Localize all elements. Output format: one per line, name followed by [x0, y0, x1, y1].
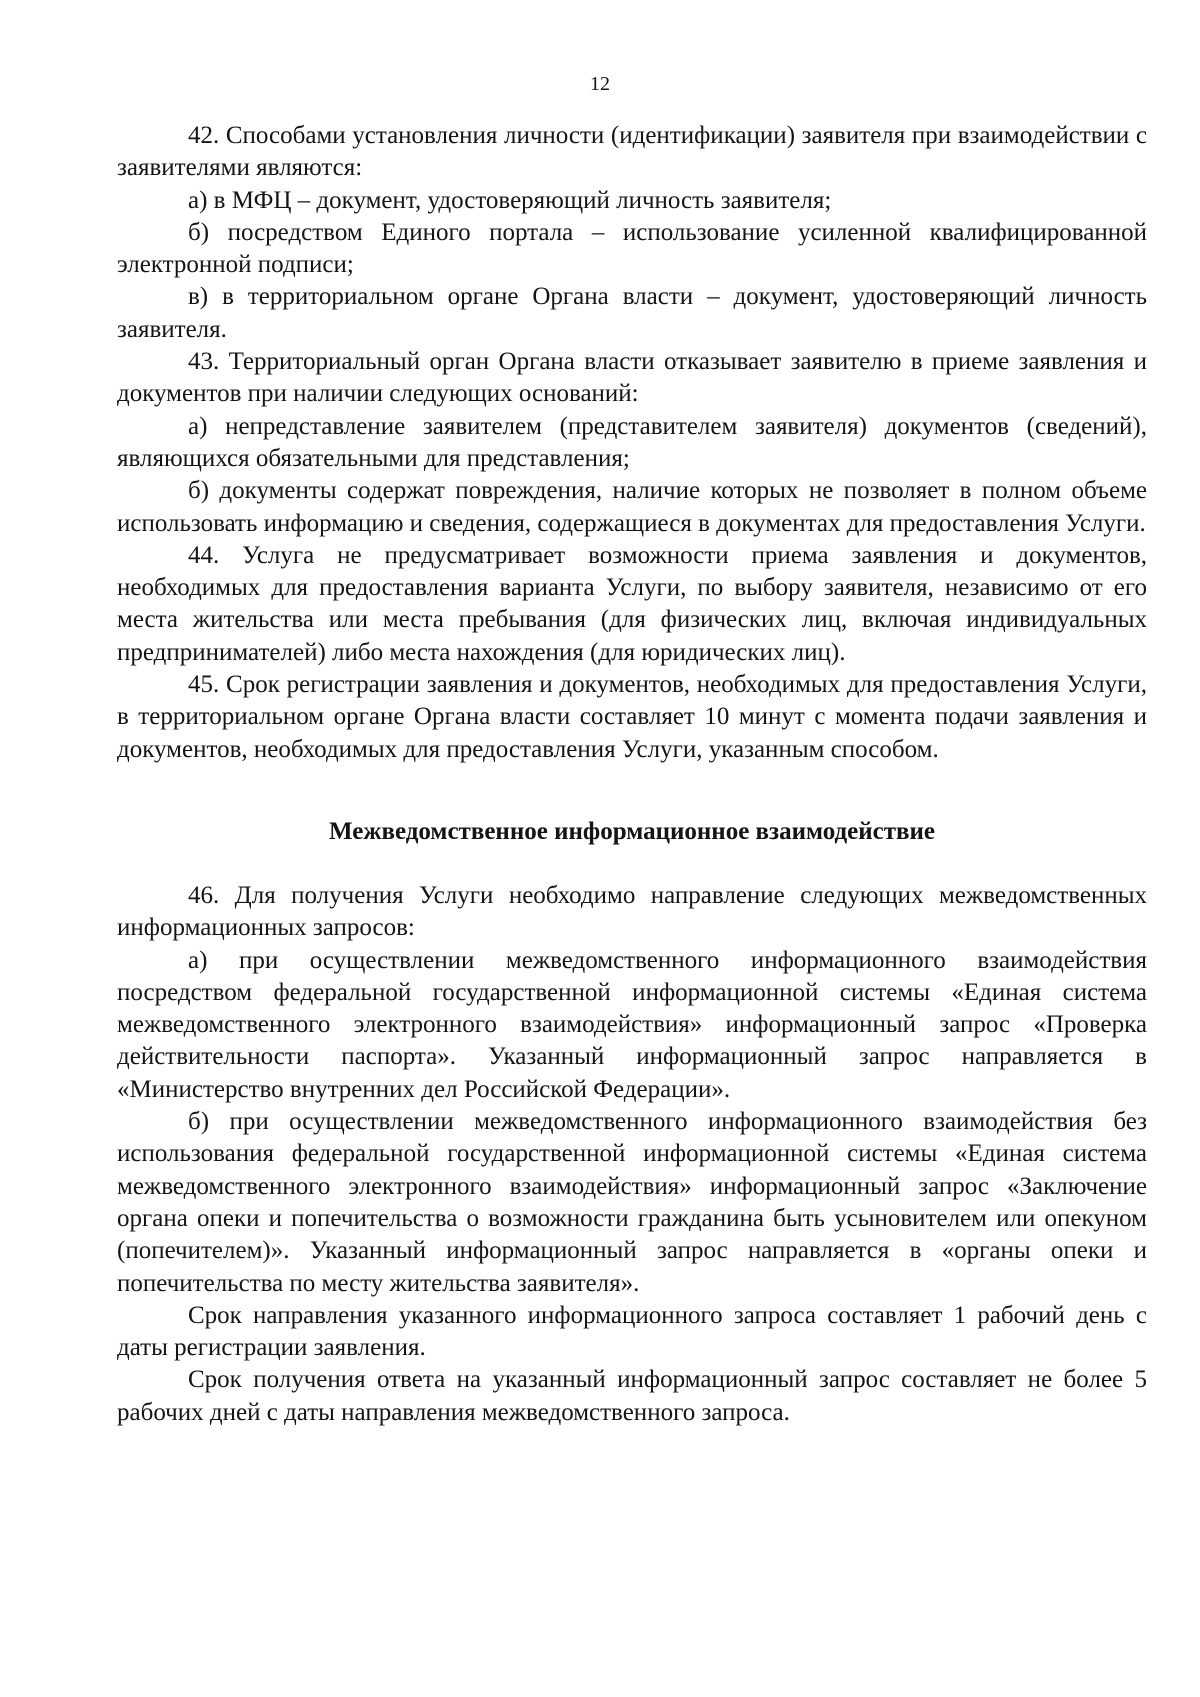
- paragraph-43-a: а) непредставление заявителем (представителем заявителя) документов (сведений), являющихся обязательными для представления;: [117, 412, 1147, 472]
- paragraph-46: 46. Для получения Услуги необходимо направление следующих межведомственных информационных запросов:: [117, 881, 1147, 942]
- paragraph-46-a: а) при осуществлении межведомственного информационного взаимодействия посредством федеральной государственной информационной системы «Единая система межведомственного электронного взаимодействия» информационный запрос «Проверка действительности паспорта». Указанный информационный запрос направляется в «Министерство внутренних дел Российской Федерации».: [117, 946, 1147, 1103]
- paragraph-46-b: б) при осуществлении межведомственного информационного взаимодействия без использования федеральной государственной информационной системы «Единая система межведомственного электронного взаимодействия» информационный запрос «Заключение органа опеки и попечительства о возможности гражданина быть усыновителем или опекуном (попечителем)». Указанный информационный запрос направляется в «органы опеки и попечительства по месту жительства заявителя».: [117, 1108, 1147, 1297]
- paragraph-response-term: Срок получения ответа на указанный информационный запрос составляет не более 5 рабочих дней с даты направления межведомственного запроса.: [117, 1366, 1147, 1426]
- page-content: [117, 120, 1147, 1429]
- paragraph-42-b: б) посредством Единого портала – использование усиленной квалифицированной электронной подписи;: [117, 218, 1147, 279]
- paragraph-45: 45. Срок регистрации заявления и документов, необходимых для предоставления Услуги, в территориальном органе Органа власти составляет 10 минут с момента подачи заявления и документов, необходимых для предоставления Услуги, указанным способом.: [117, 671, 1147, 763]
- paragraph-42-v: в) в территориальном органе Органа власти – документ, удостоверяющий личность заявителя.: [117, 283, 1147, 343]
- page-number: 12: [590, 73, 610, 95]
- paragraph-42-a: а) в МФЦ – документ, удостоверяющий личность заявителя;: [188, 186, 832, 214]
- paragraph-43: 43. Территориальный орган Органа власти отказывает заявителю в приеме заявления и документов при наличии следующих оснований:: [117, 348, 1147, 408]
- paragraph-request-send-term: Срок направления указанного информационного запроса составляет 1 рабочий день с даты регистрации заявления.: [117, 1301, 1147, 1362]
- section-heading: Межведомственное информационное взаимодействие: [329, 817, 935, 845]
- paragraph-43-b: б) документы содержат повреждения, наличие которых не позволяет в полном объеме использовать информацию и сведения, содержащиеся в документах для предоставления Услуги.: [117, 477, 1147, 537]
- paragraph-42: 42. Способами установления личности (идентификации) заявителя при взаимодействии с заявителями являются:: [117, 122, 1147, 182]
- paragraph-44: 44. Услуга не предусматривает возможности приема заявления и документов, необходимых для предоставления варианта Услуги, по выбору заявителя, независимо от его места жительства или места пребывания (для физических лиц, включая индивидуальных предпринимателей) либо места нахождения (для юридических лиц).: [117, 541, 1147, 666]
